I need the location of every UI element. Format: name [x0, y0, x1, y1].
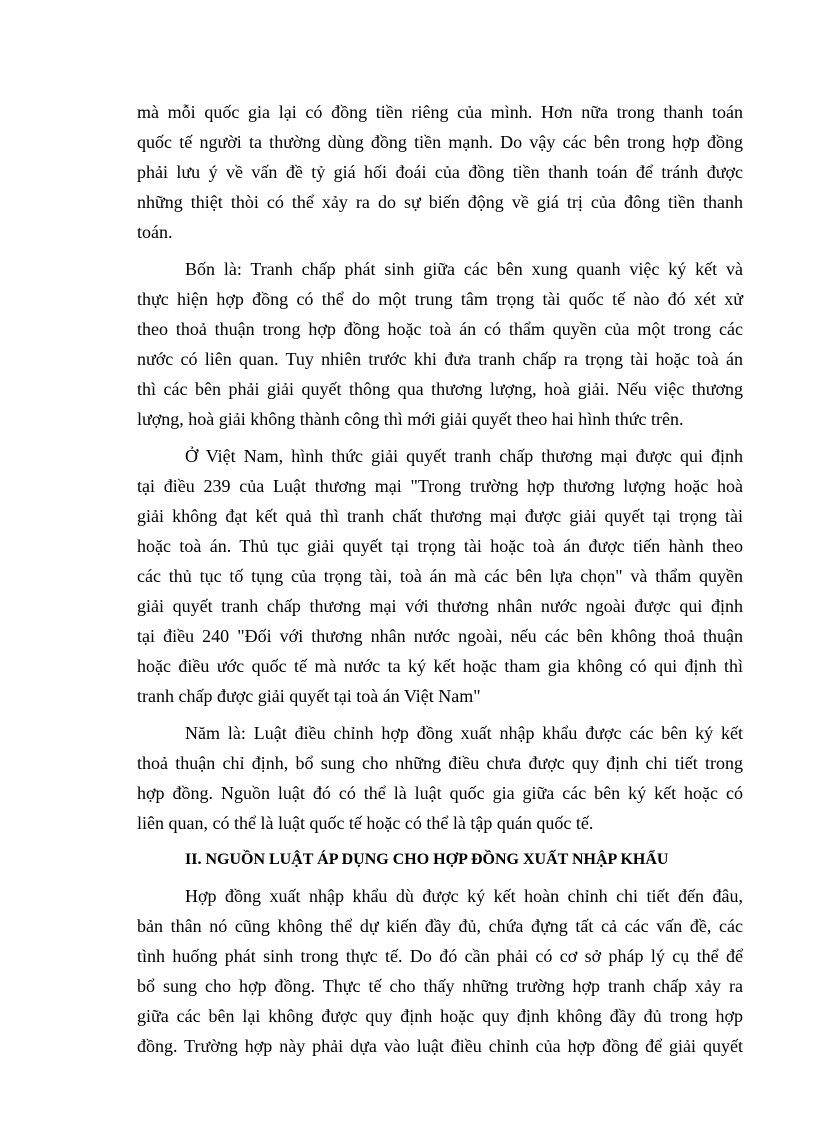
text-line: tranh chấp được giải quyết tại toà án Việt Nam" — [137, 686, 481, 706]
text-line: giải không đạt kết quả thì tranh chất thương mại được giải quyết tại trọng tài — [137, 506, 743, 526]
text-line: nước có liên quan. Tuy nhiên trước khi đưa tranh chấp ra trọng tài hoặc toà án — [137, 349, 743, 369]
text-line: tình huống phát sinh trong thực tế. Do đó cần phải có cơ sở pháp lý cụ thể để — [137, 946, 743, 966]
text-line: hợp đồng. Nguồn luật đó có thể là luật quốc gia giữa các bên ký kết hoặc có — [137, 783, 743, 803]
text-line: theo thoả thuận trong hợp đồng hoặc toà án có thẩm quyền của một trong các — [137, 319, 743, 339]
text-line: mà mỗi quốc gia lại có đồng tiền riêng của mình. Hơn nữa trong thanh toán — [137, 102, 743, 122]
paragraph-vietnam — [137, 441, 743, 711]
text-line: đồng. Trường hợp này phải dựa vào luật điều chỉnh của hợp đồng để giải quyết — [137, 1036, 743, 1056]
text-line: Hợp đồng xuất nhập khẩu dù được ký kết hoàn chỉnh chi tiết đến đâu, — [185, 886, 743, 906]
text-line: Ở Việt Nam, hình thức giải quyết tranh chấp thương mại được qui định — [185, 446, 743, 466]
text-line: bổ sung cho hợp đồng. Thực tế cho thấy những trường hợp tranh chấp xảy ra — [137, 976, 743, 996]
text-line: Năm là: Luật điều chỉnh hợp đồng xuất nhập khẩu được các bên ký kết — [185, 723, 743, 743]
text-line: hoặc toà án. Thủ tục giải quyết tại trọng tài hoặc toà án được tiến hành theo — [137, 536, 743, 556]
text-line: Bốn là: Tranh chấp phát sinh giữa các bên xung quanh việc ký kết và — [185, 259, 743, 279]
paragraph-fourth — [137, 254, 743, 434]
text-line: lượng, hoà giải không thành công thì mới giải quyết theo hai hình thức trên. — [137, 409, 684, 429]
text-line: tại điều 240 "Đối với thương nhân nước ngoài, nếu các bên không thoả thuận — [137, 626, 743, 646]
text-line: giải quyết tranh chấp thương mại với thương nhân nước ngoài được qui định — [137, 596, 743, 616]
text-line: quốc tế người ta thường dùng đồng tiền mạnh. Do vậy các bên trong hợp đồng — [137, 132, 743, 152]
paragraph-fifth — [137, 718, 743, 838]
text-line: liên quan, có thể là luật quốc tế hoặc có thể là tập quán quốc tế. — [137, 813, 594, 833]
text-line: toán. — [137, 222, 173, 242]
paragraph-sources — [137, 881, 743, 1061]
text-line: phải lưu ý về vấn đề tỷ giá hối đoái của đồng tiền thanh toán để tránh được — [137, 162, 743, 182]
text-line: bản thân nó cũng không thể dự kiến đầy đủ, chứa đựng tất cả các vấn đề, các — [137, 916, 743, 936]
page-content — [137, 97, 743, 1068]
text-line: các thủ tục tố tụng của trọng tài, toà án mà các bên lựa chọn" và thẩm quyền — [137, 566, 743, 586]
text-line: tại điều 239 của Luật thương mại "Trong trường hợp thương lượng hoặc hoà — [137, 476, 743, 496]
text-line: giữa các bên lại không được quy định hoặc quy định không đầy đủ trong hợp — [137, 1006, 743, 1026]
text-line: hoặc điều ước quốc tế mà nước ta ký kết hoặc tham gia không có qui định thì — [137, 656, 743, 676]
text-line: thực hiện hợp đồng có thể do một trung tâm trọng tài quốc tế nào đó xét xử — [137, 289, 743, 309]
text-line: những thiệt thòi có thể xảy ra do sự biến động về giá trị của đông tiền thanh — [137, 192, 743, 212]
section-heading: II. NGUỒN LUẬT ÁP DỤNG CHO HỢP ĐỒNG XUẤT NHẬP KHẨU — [185, 851, 669, 868]
text-line: thoả thuận chỉ định, bổ sung cho những điều chưa được quy định chi tiết trong — [137, 753, 743, 773]
text-line: thì các bên phải giải quyết thông qua thương lượng, hoà giải. Nếu việc thương — [137, 379, 743, 399]
paragraph-currency — [137, 97, 743, 247]
